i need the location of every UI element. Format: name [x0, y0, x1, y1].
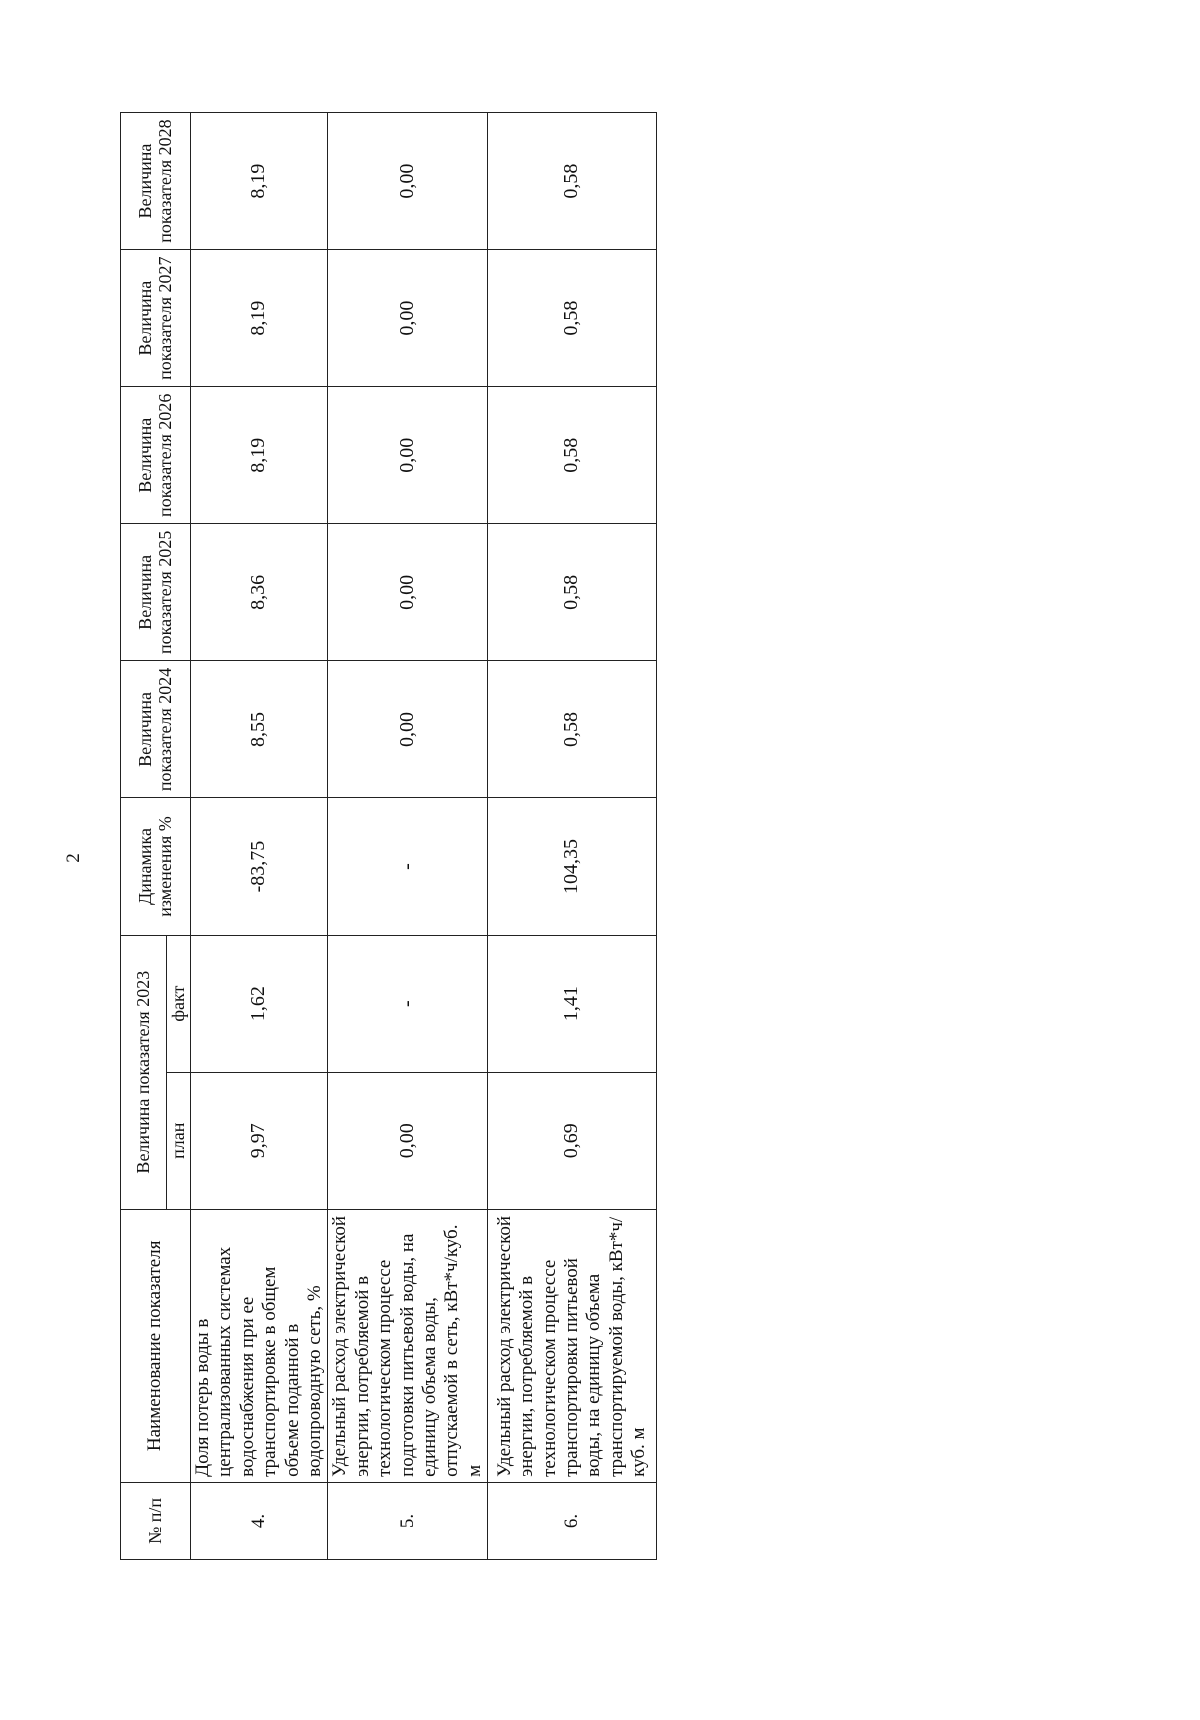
- row-value-2025: 0,00: [328, 524, 488, 661]
- header-plan: план: [167, 1072, 191, 1209]
- header-value-2024: Величина показателя 2024: [121, 661, 191, 798]
- row-name: Удельный расход электрической энергии, потребляемой в технологическом процессе подготовки питьевой воды, на единицу объема воды, отпускаемой в сеть, кВт*ч/куб. м: [328, 1209, 488, 1482]
- header-dynamics: Динамика изменения %: [121, 798, 191, 935]
- header-value-2027: Величина показателя 2027: [121, 250, 191, 387]
- page-number: 2: [63, 853, 84, 863]
- row-value-2024: 0,00: [328, 661, 488, 798]
- row-value-2028: 0,00: [328, 113, 488, 250]
- row-value-2024: 8,55: [191, 661, 328, 798]
- table-row: [328, 113, 488, 1560]
- row-name: Доля потерь воды в централизованных системах водоснабжения при ее транспортировке в общем объеме поданной в водопроводную сеть, %: [191, 1209, 328, 1482]
- row-value-2025: 0,58: [488, 524, 657, 661]
- row-value-2028: 8,19: [191, 113, 328, 250]
- row-name: Удельный расход электрической энергии, потребляемой в технологическом процессе транспортировки питьевой воды, на единицу объема транспортируемой воды, кВт*ч/куб. м: [488, 1209, 657, 1482]
- header-value-2026: Величина показателя 2026: [121, 387, 191, 524]
- row-num: 6.: [488, 1482, 657, 1559]
- header-num: № п/п: [121, 1482, 191, 1559]
- row-value-2027: 8,19: [191, 250, 328, 387]
- header-name: Наименование показателя: [121, 1209, 191, 1482]
- row-fact: 1,41: [488, 935, 657, 1072]
- row-value-2026: 0,58: [488, 387, 657, 524]
- header-value-2028: Величина показателя 2028: [121, 113, 191, 250]
- row-fact: -: [328, 935, 488, 1072]
- row-num: 5.: [328, 1482, 488, 1559]
- indicators-table: [120, 112, 657, 1560]
- row-plan: 9,97: [191, 1072, 328, 1209]
- row-value-2025: 8,36: [191, 524, 328, 661]
- header-value-2023: Величина показателя 2023: [121, 935, 167, 1209]
- table-row: [488, 113, 657, 1560]
- row-fact: 1,62: [191, 935, 328, 1072]
- row-value-2028: 0,58: [488, 113, 657, 250]
- header-row-1: [121, 113, 167, 1560]
- row-dynamics: 104,35: [488, 798, 657, 935]
- row-plan: 0,69: [488, 1072, 657, 1209]
- row-value-2027: 0,58: [488, 250, 657, 387]
- row-dynamics: -: [328, 798, 488, 935]
- row-value-2024: 0,58: [488, 661, 657, 798]
- row-dynamics: -83,75: [191, 798, 328, 935]
- table-row: [191, 113, 328, 1560]
- header-fact: факт: [167, 935, 191, 1072]
- row-value-2026: 8,19: [191, 387, 328, 524]
- row-value-2026: 0,00: [328, 387, 488, 524]
- row-num: 4.: [191, 1482, 328, 1559]
- row-value-2027: 0,00: [328, 250, 488, 387]
- indicators-table-container: [120, 112, 650, 1560]
- header-value-2025: Величина показателя 2025: [121, 524, 191, 661]
- row-plan: 0,00: [328, 1072, 488, 1209]
